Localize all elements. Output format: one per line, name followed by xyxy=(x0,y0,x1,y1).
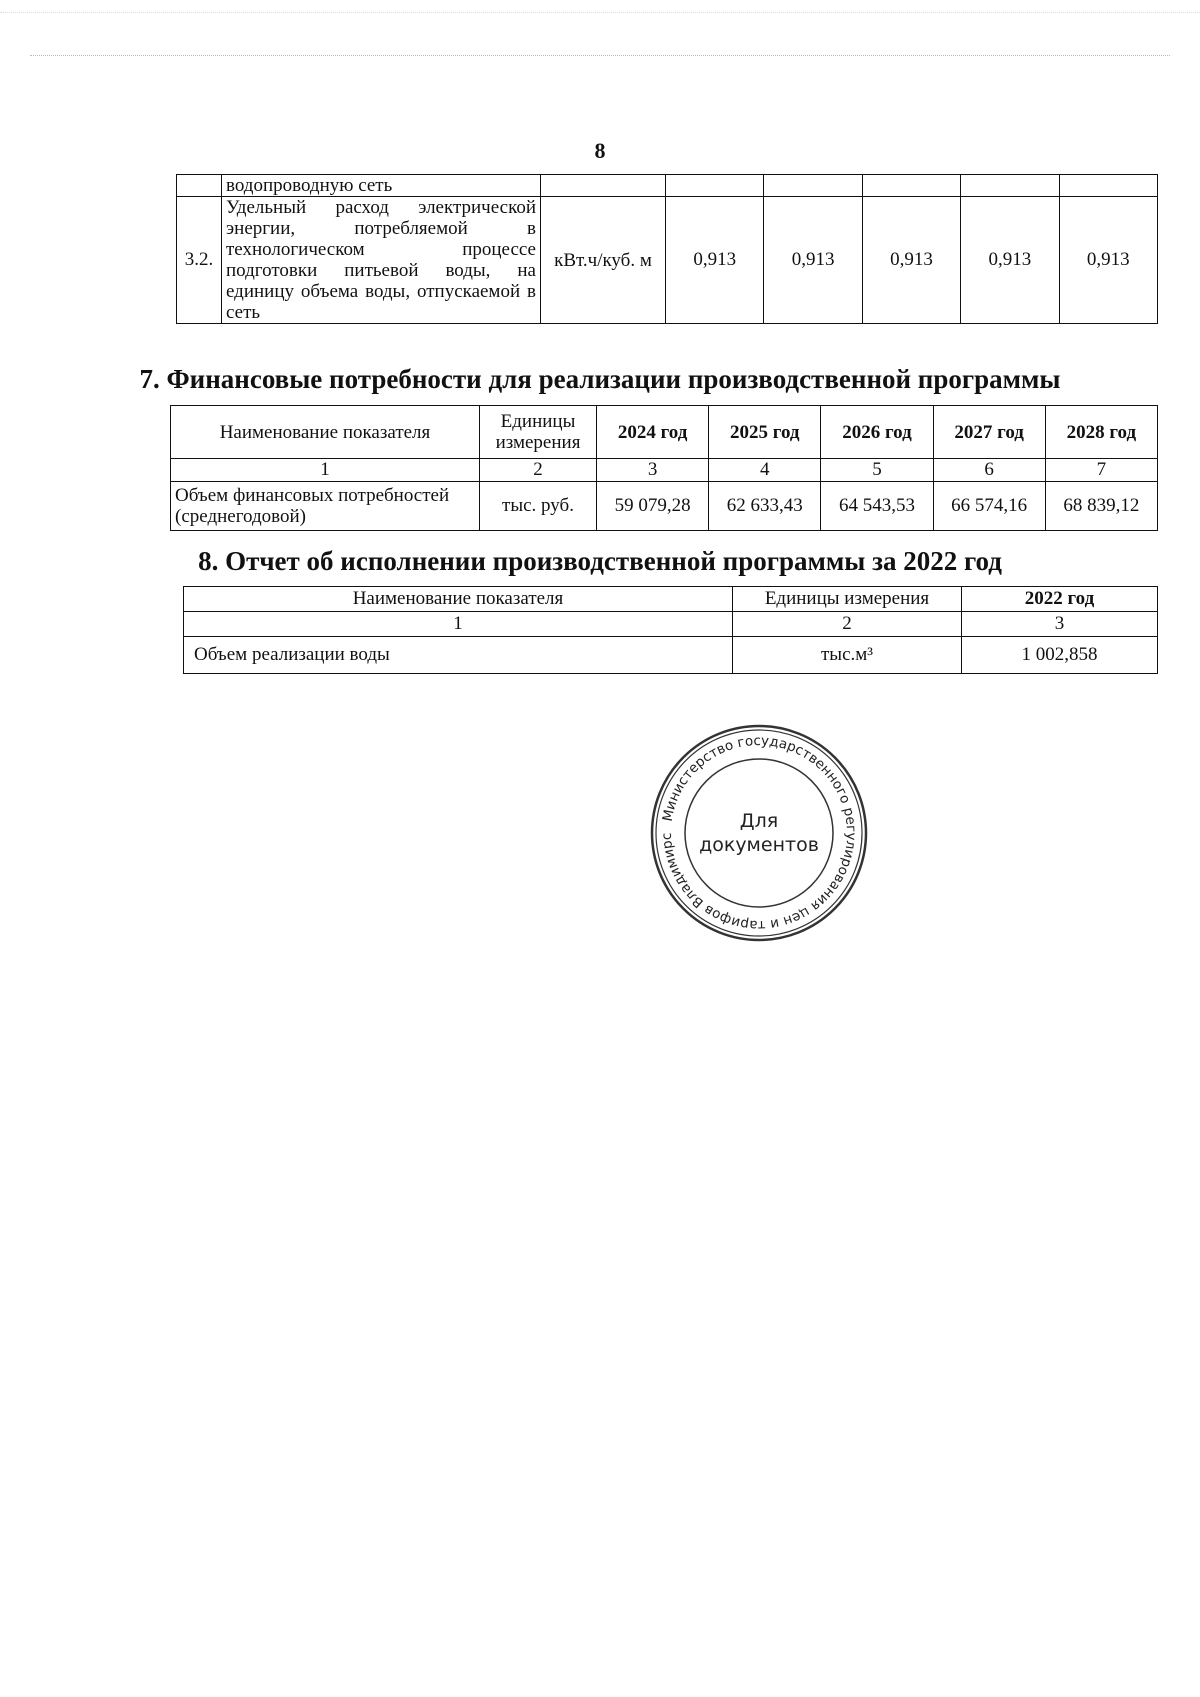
section8-title: 8. Отчет об исполнении производственной программы за 2022 год xyxy=(198,546,1002,576)
column-number: 3 xyxy=(597,459,709,482)
row-name: Удельный расход электрической энергии, потребляемой в технологическом процессе подготовки питьевой воды, на единицу объема воды, отпускаемой в сеть xyxy=(222,197,541,324)
financial-needs-table xyxy=(170,405,1158,531)
header-cell: 2024 год xyxy=(597,406,709,459)
page-number: 8 xyxy=(594,138,606,163)
row-value: 0,913 xyxy=(666,197,764,324)
section7-title: 7. Финансовые потребности для реализации производственной программы xyxy=(139,364,1061,394)
header-cell: Наименование показателя xyxy=(171,406,480,459)
header-cell: 2025 год xyxy=(709,406,821,459)
header-cell: 2022 год xyxy=(962,587,1158,612)
column-number: 6 xyxy=(933,459,1045,482)
table-row xyxy=(171,482,1158,531)
row-unit: кВт.ч/куб. м xyxy=(541,197,666,324)
row-value: 0,913 xyxy=(961,197,1059,324)
stamp-center xyxy=(648,722,870,944)
table-row xyxy=(171,459,1158,482)
row-name: Объем финансовых потребностей (среднегодовой) xyxy=(171,482,480,531)
indicators-continuation-table xyxy=(176,174,1158,324)
row-value: 62 633,43 xyxy=(709,482,821,531)
row-value xyxy=(764,175,862,197)
row-value: 68 839,12 xyxy=(1045,482,1157,531)
stamp-center-line2: документов xyxy=(699,834,819,856)
row-value xyxy=(862,175,960,197)
official-stamp xyxy=(648,722,870,944)
table-row xyxy=(184,637,1158,674)
row-value: 0,913 xyxy=(1059,197,1157,324)
row-unit xyxy=(541,175,666,197)
row-unit: тыс. руб. xyxy=(480,482,597,531)
header-cell: Единицы измерения xyxy=(480,406,597,459)
header-cell: Единицы измерения xyxy=(733,587,962,612)
stamp-center-line1: Для xyxy=(739,810,779,832)
row-index xyxy=(177,175,222,197)
row-value: 64 543,53 xyxy=(821,482,933,531)
scan-noise-top xyxy=(0,12,1200,15)
row-value xyxy=(666,175,764,197)
header-cell: Наименование показателя xyxy=(184,587,733,612)
table-row xyxy=(177,175,1158,197)
row-value: 1 002,858 xyxy=(962,637,1158,674)
column-number: 2 xyxy=(733,612,962,637)
column-number: 4 xyxy=(709,459,821,482)
row-value: 0,913 xyxy=(862,197,960,324)
column-number: 1 xyxy=(184,612,733,637)
row-name: водопроводную сеть xyxy=(222,175,541,197)
row-value: 66 574,16 xyxy=(933,482,1045,531)
stamp-ring-text: Министерство государственного регулирования цен и тарифов Владимирс xyxy=(658,732,860,934)
program-report-table xyxy=(183,586,1158,674)
header-cell: 2027 год xyxy=(933,406,1045,459)
table-row xyxy=(177,197,1158,324)
table-header-row xyxy=(171,406,1158,459)
row-value xyxy=(1059,175,1157,197)
table-row xyxy=(184,612,1158,637)
row-unit: тыс.м³ xyxy=(733,637,962,674)
column-number: 2 xyxy=(480,459,597,482)
column-number: 1 xyxy=(171,459,480,482)
column-number: 7 xyxy=(1045,459,1157,482)
column-number: 5 xyxy=(821,459,933,482)
header-cell: 2026 год xyxy=(821,406,933,459)
row-value xyxy=(961,175,1059,197)
row-value: 0,913 xyxy=(764,197,862,324)
column-number: 3 xyxy=(962,612,1158,637)
row-name: Объем реализации воды xyxy=(184,637,733,674)
row-value: 59 079,28 xyxy=(597,482,709,531)
table-header-row xyxy=(184,587,1158,612)
header-cell: 2028 год xyxy=(1045,406,1157,459)
row-index: 3.2. xyxy=(177,197,222,324)
scan-noise-line xyxy=(30,55,1170,60)
